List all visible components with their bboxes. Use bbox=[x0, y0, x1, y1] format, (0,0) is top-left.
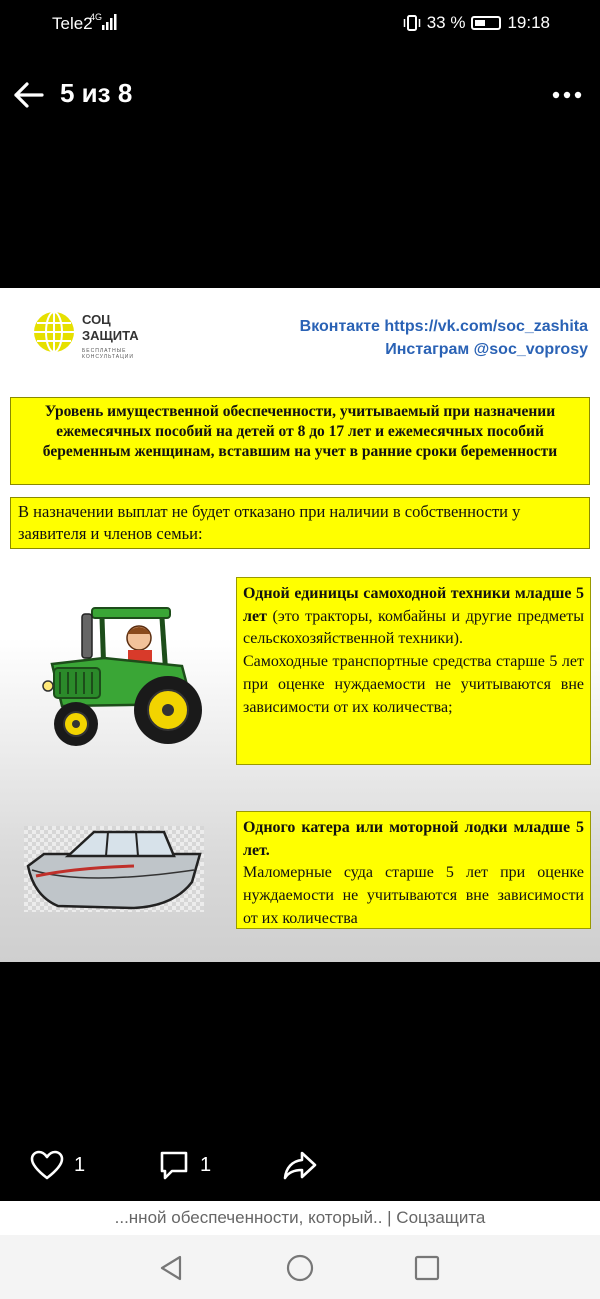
logo-title bbox=[82, 312, 182, 344]
more-dots-icon[interactable] bbox=[552, 90, 582, 100]
post-actions bbox=[0, 1140, 600, 1190]
battery-icon bbox=[471, 16, 501, 30]
vk-link: Вконтакте https://vk.com/soc_zashita bbox=[299, 318, 588, 335]
logo-title-line1: СОЦ bbox=[82, 312, 111, 327]
like-button[interactable] bbox=[30, 1148, 85, 1182]
comment-button[interactable] bbox=[158, 1148, 211, 1182]
contacts bbox=[300, 315, 588, 361]
logo bbox=[32, 310, 172, 360]
heart-icon bbox=[30, 1150, 64, 1180]
status-bar bbox=[0, 0, 600, 48]
photo-counter: 5 из 8 bbox=[60, 78, 133, 108]
share-button[interactable] bbox=[282, 1148, 318, 1182]
nav-recents-icon[interactable] bbox=[412, 1253, 442, 1283]
like-count: 1 bbox=[74, 1153, 86, 1176]
network-type: 4G bbox=[90, 12, 103, 22]
arrow-left-icon[interactable] bbox=[12, 78, 46, 112]
tractor-condition-note: Самоходные транспортные средства старше 5 лет при оценке нуждаемости не учитываются вне зависимости от их количества; bbox=[243, 653, 584, 716]
intro-text: В назначении выплат не будет отказано при наличии в собственности у заявителя и членов семьи: bbox=[10, 497, 590, 549]
boat-condition-title: Одного катера или моторной лодки младше 5 лет. bbox=[243, 819, 584, 859]
instagram-handle: Инстаграм @soc_voprosy bbox=[385, 341, 588, 358]
battery-percent: 33 % bbox=[426, 13, 466, 32]
headline: Уровень имущественной обеспеченности, учитываемый при назначении ежемесячных пособий на детей от 8 до 17 лет и ежемесячных пособий беременным женщинам, вставшим на учет в ранние сроки беременности bbox=[10, 397, 590, 485]
tractor-condition-text: (это тракторы, комбайны и другие предметы сельскохозяйственной техники). bbox=[243, 607, 584, 648]
tractor-condition bbox=[236, 577, 591, 765]
post-image[interactable] bbox=[0, 288, 600, 962]
nav-back-icon[interactable] bbox=[156, 1253, 186, 1283]
boat-condition bbox=[236, 811, 591, 929]
viewer-top-bar bbox=[0, 68, 600, 124]
logo-title-line2: ЗАЩИТА bbox=[82, 328, 139, 343]
signal-icon bbox=[102, 14, 118, 30]
share-arrow-icon bbox=[282, 1150, 318, 1180]
boat-illustration bbox=[24, 826, 204, 912]
tractor-illustration bbox=[32, 606, 202, 748]
nav-home-icon[interactable] bbox=[285, 1253, 315, 1283]
carrier-name: Tele2 bbox=[52, 14, 93, 33]
globe-logo-icon bbox=[32, 310, 76, 354]
system-nav-bar bbox=[0, 1235, 600, 1299]
post-caption[interactable]: ...нной обеспеченности, который.. | Соцзащита bbox=[0, 1201, 600, 1235]
logo-subtitle: БЕСПЛАТНЫЕ КОНСУЛЬТАЦИИ bbox=[82, 348, 134, 360]
comment-icon bbox=[158, 1149, 190, 1181]
boat-condition-note: Маломерные суда старше 5 лет при оценке нуждаемости не учитываются вне зависимости от их количества bbox=[243, 864, 584, 927]
clock: 19:18 bbox=[507, 13, 550, 32]
comment-count: 1 bbox=[200, 1153, 212, 1176]
tractor-condition-title: Одной единицы самоходной техники младше 5 лет bbox=[243, 585, 584, 625]
vibrate-icon bbox=[403, 15, 421, 31]
